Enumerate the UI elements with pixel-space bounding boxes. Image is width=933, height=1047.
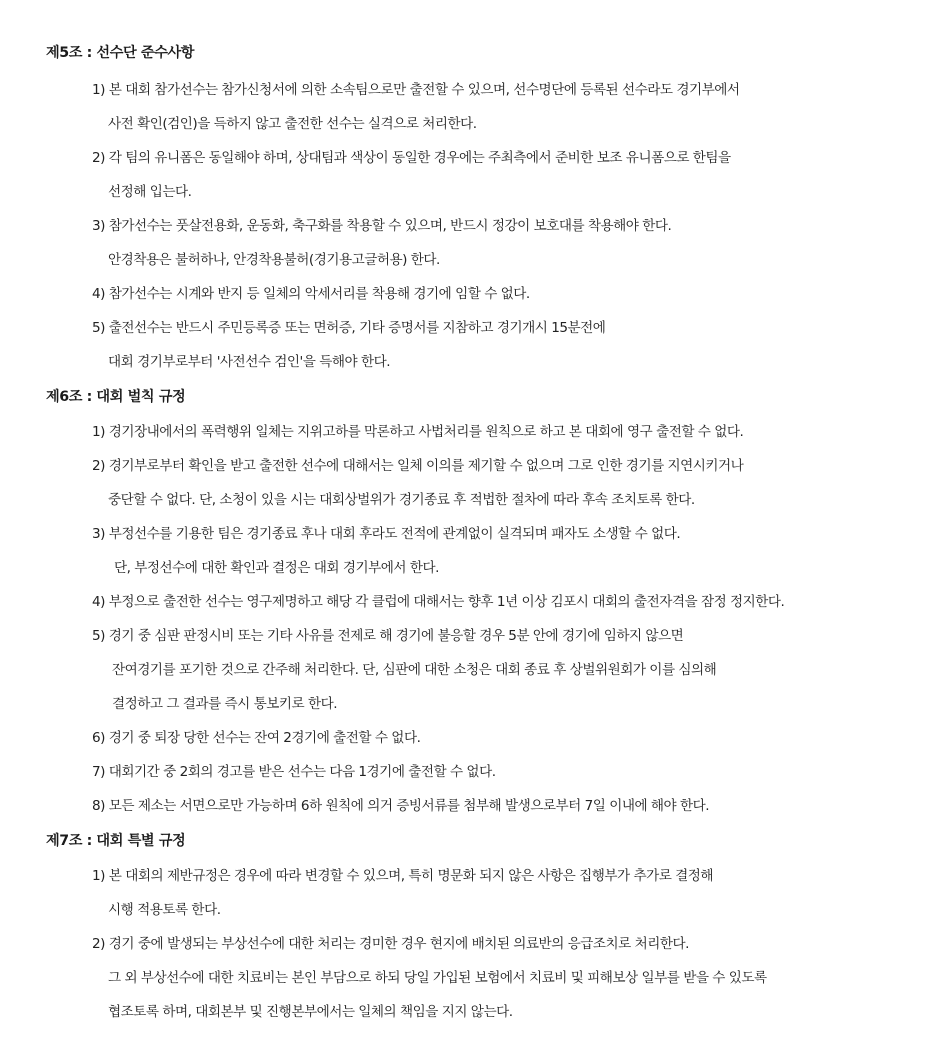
article-7-item-2: 2) 경기 중에 발생되는 부상선수에 대한 처리는 경미한 경우 현지에 배치된 의료반의 응급조치로 처리한다.	[92, 936, 689, 952]
article-5-item-2-cont: 선정해 입는다.	[108, 184, 192, 200]
article-5-item-3: 3) 참가선수는 풋살전용화, 운동화, 축구화를 착용할 수 있으며, 반드시 정강이 보호대를 착용해야 한다.	[92, 218, 672, 234]
article-5-item-5-cont: 대회 경기부로부터 '사전선수 검인'을 득해야 한다.	[108, 354, 391, 370]
article-6-item-3-cont: 단, 부정선수에 대한 확인과 결정은 대회 경기부에서 한다.	[114, 560, 439, 576]
article-6-item-2-cont: 중단할 수 없다. 단, 소청이 있을 시는 대회상벌위가 경기종료 후 적법한 절차에 따라 후속 조치토록 한다.	[108, 492, 695, 508]
article-6-item-4: 4) 부정으로 출전한 선수는 영구제명하고 해당 각 클럽에 대해서는 향후 1년 이상 김포시 대회의 출전자격을 잠정 정지한다.	[92, 594, 785, 610]
article-5-item-2: 2) 각 팀의 유니폼은 동일해야 하며, 상대팀과 색상이 동일한 경우에는 주최측에서 준비한 보조 유니폼으로 한팀을	[92, 150, 731, 166]
article-5-item-5: 5) 출전선수는 반드시 주민등록증 또는 면허증, 기타 증명서를 지참하고 경기개시 15분전에	[92, 320, 606, 336]
article-6-item-5: 5) 경기 중 심판 판정시비 또는 기타 사유를 전제로 해 경기에 불응할 경우 5분 안에 경기에 임하지 않으면	[92, 628, 684, 644]
article-5-item-1-cont: 사전 확인(검인)을 득하지 않고 출전한 선수는 실격으로 처리한다.	[108, 116, 477, 132]
article-7-item-2-cont-1: 그 외 부상선수에 대한 치료비는 본인 부담으로 하되 당일 가입된 보험에서 치료비 및 피해보상 일부를 받을 수 있도록	[108, 970, 767, 986]
article-6-item-5-cont-2: 결정하고 그 결과를 즉시 통보키로 한다.	[112, 696, 338, 712]
section-heading-article-5: 제5조 : 선수단 준수사항	[46, 45, 195, 61]
article-6-item-7: 7) 대회기간 중 2회의 경고를 받은 선수는 다음 1경기에 출전할 수 없다.	[92, 764, 496, 780]
article-7-item-1-cont: 시행 적용토록 한다.	[108, 902, 221, 918]
article-6-item-6: 6) 경기 중 퇴장 당한 선수는 잔여 2경기에 출전할 수 없다.	[92, 730, 421, 746]
article-7-item-1: 1) 본 대회의 제반규정은 경우에 따라 변경할 수 있으며, 특히 명문화 되지 않은 사항은 집행부가 추가로 결정해	[92, 868, 714, 884]
article-7-item-2-cont-2: 협조토록 하며, 대회본부 및 진행본부에서는 일체의 책임을 지지 않는다.	[108, 1004, 513, 1020]
section-heading-article-6: 제6조 : 대회 벌칙 규정	[46, 389, 186, 405]
section-heading-article-7: 제7조 : 대회 특별 규정	[46, 833, 186, 849]
article-6-item-1: 1) 경기장내에서의 폭력행위 일체는 지위고하를 막론하고 사법처리를 원칙으로 하고 본 대회에 영구 출전할 수 없다.	[92, 424, 744, 440]
article-6-item-2: 2) 경기부로부터 확인을 받고 출전한 선수에 대해서는 일체 이의를 제기할 수 없으며 그로 인한 경기를 지연시키거나	[92, 458, 744, 474]
article-5-item-3-cont: 안경착용은 불허하나, 안경착용불허(경기용고글허용) 한다.	[108, 252, 440, 268]
article-5-item-4: 4) 참가선수는 시계와 반지 등 일체의 악세서리를 착용해 경기에 임할 수 없다.	[92, 286, 530, 302]
article-6-item-3: 3) 부정선수를 기용한 팀은 경기종료 후나 대회 후라도 전적에 관계없이 실격되며 패자도 소생할 수 없다.	[92, 526, 681, 542]
article-5-item-1: 1) 본 대회 참가선수는 참가신청서에 의한 소속팀으로만 출전할 수 있으며, 선수명단에 등록된 선수라도 경기부에서	[92, 82, 740, 98]
article-6-item-8: 8) 모든 제소는 서면으로만 가능하며 6하 원칙에 의거 증빙서류를 첨부해 발생으로부터 7일 이내에 해야 한다.	[92, 798, 710, 814]
article-6-item-5-cont-1: 잔여경기를 포기한 것으로 간주해 처리한다. 단, 심판에 대한 소청은 대회 종료 후 상벌위원회가 이를 심의해	[112, 662, 717, 678]
